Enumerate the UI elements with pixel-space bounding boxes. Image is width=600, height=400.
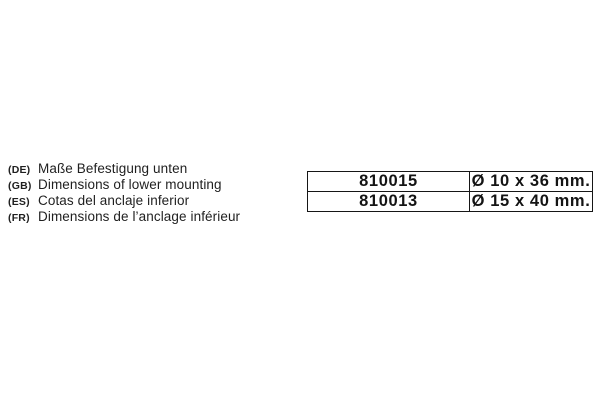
description-line-fr (8, 209, 240, 225)
table-row (308, 172, 593, 192)
description-line-de (8, 161, 240, 177)
part-number-cell: 810015 (308, 172, 470, 192)
dimension-cell: Ø 10 x 36 mm. (470, 172, 593, 192)
language-code-fr: (FR) (8, 212, 30, 224)
dimension-cell: Ø 15 x 40 mm. (470, 192, 593, 212)
table-row (308, 192, 593, 212)
part-number-cell: 810013 (308, 192, 470, 212)
description-text-gb: Dimensions of lower mounting (38, 177, 222, 192)
language-code-gb: (GB) (8, 180, 32, 192)
description-text-es: Cotas del anclaje inferior (38, 193, 190, 208)
language-code-de: (DE) (8, 164, 31, 176)
mounting-descriptions (8, 161, 240, 225)
language-code-es: (ES) (8, 196, 30, 208)
part-dimension-table (307, 171, 593, 212)
description-text-de: Maße Befestigung unten (38, 161, 188, 176)
description-line-gb (8, 177, 240, 193)
description-text-fr: Dimensions de l’anclage inférieur (38, 209, 241, 224)
description-line-es (8, 193, 240, 209)
